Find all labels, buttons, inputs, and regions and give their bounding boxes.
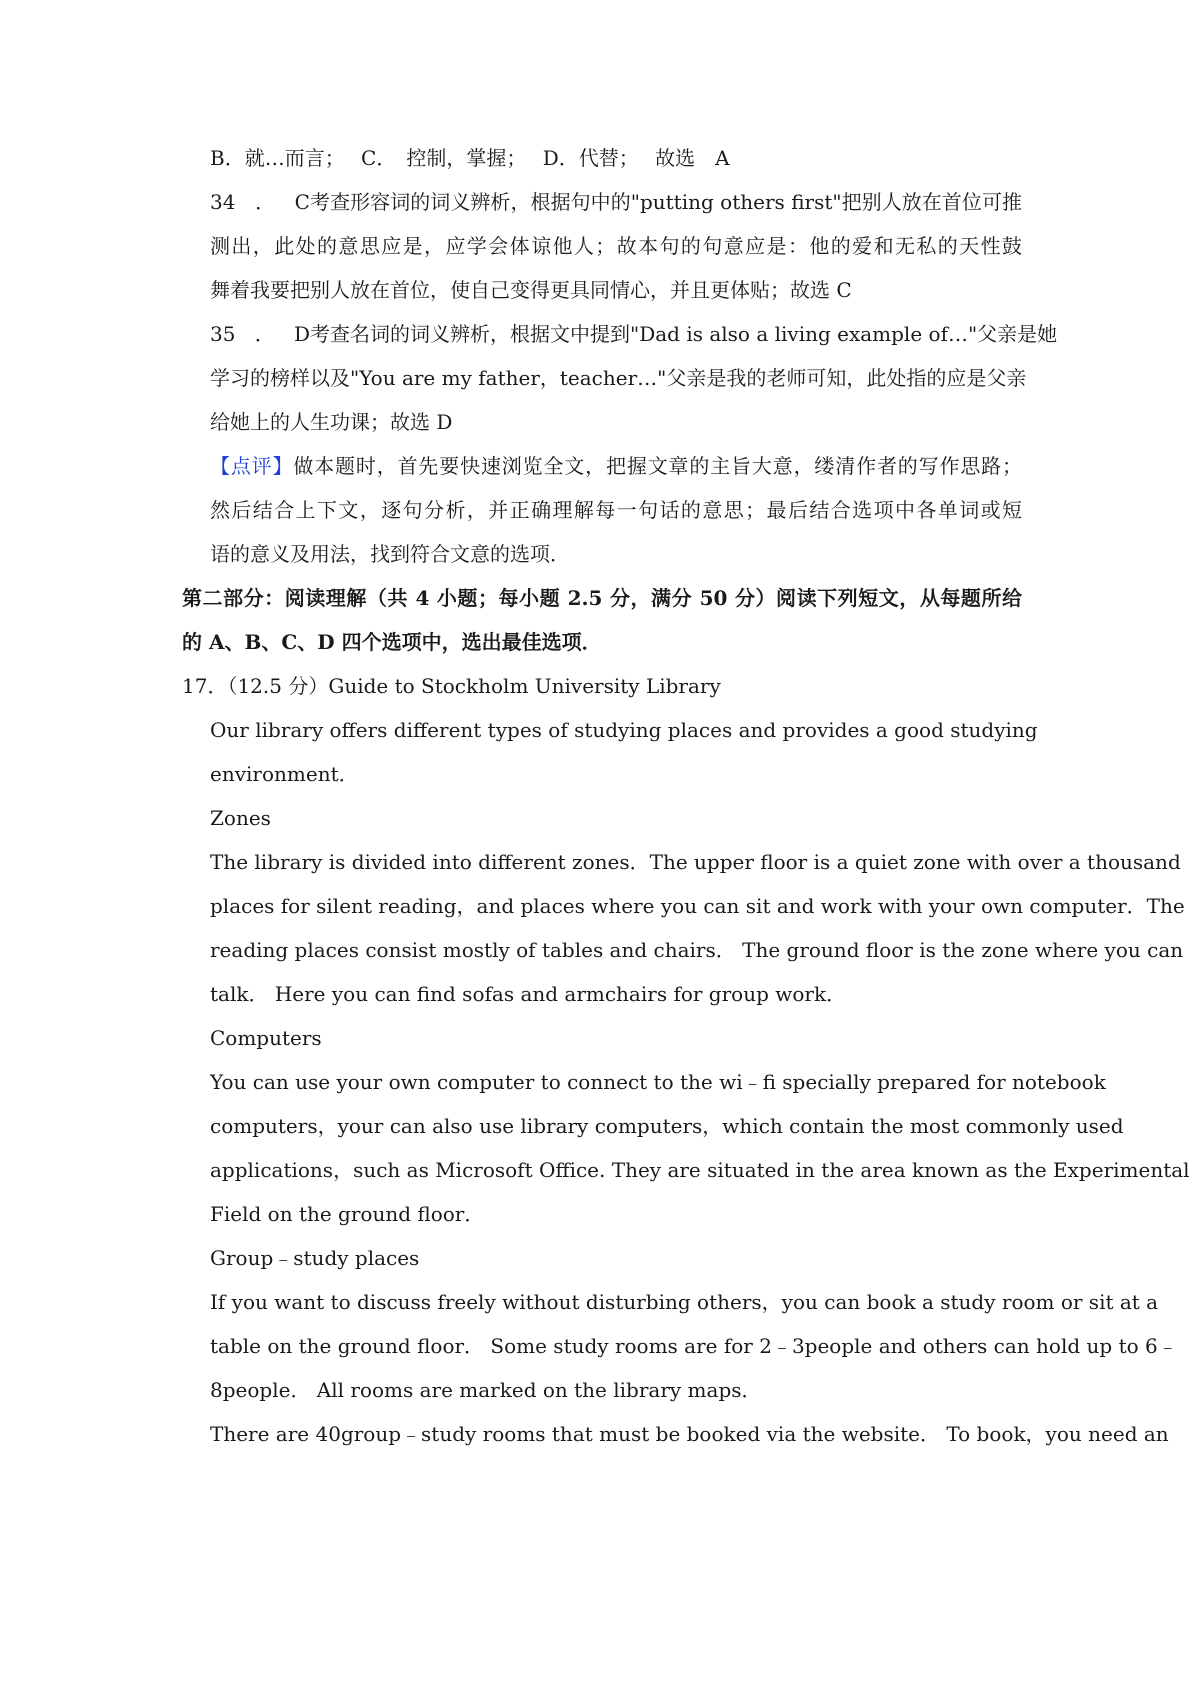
comment-tag: 【点评】 [210,454,294,478]
section-heading: 第二部分：阅读理解（共 4 小题；每小题 2.5 分，满分 50 分）阅读下列短文，从每题所给 [182,586,1022,610]
zones-text-1: The library is divided into different zones．The upper floor is a quiet zone with over a thousand [210,850,1181,874]
computers-text-3: applications，such as Microsoft Office. They are situated in the area known as the Experimental [210,1158,1190,1182]
answer-35-line [210,321,1058,347]
passage-intro: Our library offers different types of studying places and provides a good studying [210,718,1038,742]
zones-text-3: reading places consist mostly of tables and chairs． The ground floor is the zone where you can [210,938,1184,962]
subheading-computers: Computers [210,1026,322,1050]
answer-35-line-3: 给她上的人生功课；故选 D [210,410,453,434]
answer-35-number: 35．D [210,322,310,346]
answer-35-text: 考查名词的词义辨析，根据文中提到"Dad is also a living example of…"父亲是她 [310,322,1058,346]
answer-34-line-2: 测出，此处的意思应是，应学会体谅他人；故本句的句意应是：他的爱和无私的天性鼓 [210,234,1022,258]
comment-line-3: 语的意义及用法，找到符合文意的选项． [210,542,570,566]
section-heading-2: 的 A、B、C、D 四个选项中，选出最佳选项． [182,630,602,654]
computers-text-1: You can use your own computer to connect to the wi﹣fi specially prepared for notebook [210,1070,1106,1094]
answer-34-number: 34．C [210,190,310,214]
answer-34-line-3: 舞着我要把别人放在首位，使自己变得更具同情心，并且更体贴；故选 C [210,278,852,302]
subheading-zones: Zones [210,806,271,830]
answer-35-line-2: 学习的榜样以及"You are my father，teacher…"父亲是我的老师可知，此处指的应是父亲 [210,366,1027,390]
group-study-text-3: 8people． All rooms are marked on the library maps． [210,1378,762,1402]
computers-text-4: Field on the ground floor． [210,1202,485,1226]
group-study-text-4: There are 40group﹣study rooms that must be booked via the website． To book，you need an [210,1422,1169,1446]
answer-34-line [210,189,1022,215]
subheading-group-study: Group﹣study places [210,1246,420,1270]
answer-options-line: B．就…而言； C． 控制，掌握； D．代替； 故选 A [210,146,730,170]
computers-text-2: computers，your can also use library computers，which contain the most commonly used [210,1114,1124,1138]
question-17-title: 17．（12.5 分）Guide to Stockholm University Library [182,674,721,698]
zones-text-2: places for silent reading，and places where you can sit and work with your own computer．The [210,894,1185,918]
comment-line [210,453,1022,479]
zones-text-4: talk． Here you can find sofas and armchairs for group work． [210,982,847,1006]
comment-line-2: 然后结合上下文，逐句分析，并正确理解每一句话的意思；最后结合选项中各单词或短 [210,498,1022,522]
group-study-text-2: table on the ground floor． Some study rooms are for 2﹣3people and others can hold up to 6﹣ [210,1334,1178,1358]
group-study-text-1: If you want to discuss freely without disturbing others，you can book a study room or sit at a [210,1290,1159,1314]
answer-34-text: 考查形容词的词义辨析，根据句中的"putting others first"把别人放在首位可推 [310,190,1022,214]
passage-intro-2: environment． [210,762,359,786]
comment-text: 做本题时，首先要快速浏览全文，把握文章的主旨大意，缕清作者的写作思路； [293,454,1023,478]
